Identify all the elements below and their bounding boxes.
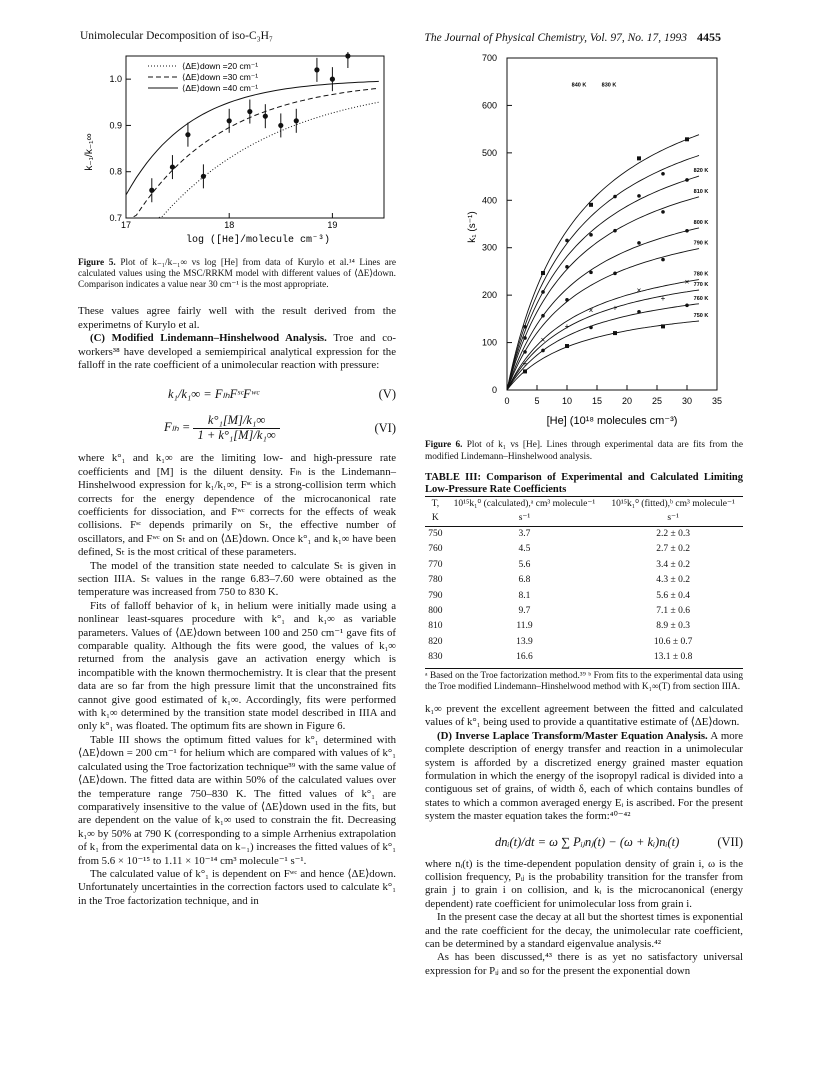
fig5-ylabel: k₋₁/k₋₁∞ <box>84 133 95 171</box>
figure-6-caption-text: Plot of k₁ vs [He]. Lines through experimental data are fits from the modified Lindemann–Hinshelwood analysis. <box>425 440 743 462</box>
fig6-data-point <box>541 314 545 318</box>
fig6-curves <box>507 82 708 390</box>
section-c-body: Troe and co-workers³⁸ have developed a semiempirical analytical expression for the falloff in the rate coefficient of a unimolecular reaction with pressure: <box>78 332 396 371</box>
fig5-xtick-label: 18 <box>224 220 235 230</box>
fig5-ytick-label: 0.7 <box>109 213 122 223</box>
fig6-fit-curve <box>507 176 699 390</box>
section-c <box>78 332 396 372</box>
table-row <box>425 650 743 665</box>
table-cell-temp: 830 <box>428 652 443 663</box>
fig6-data-point: × <box>684 277 690 287</box>
figure-6-plot <box>425 52 743 432</box>
fig5-model-curve-3 <box>126 81 379 194</box>
fig6-data-point <box>541 290 545 294</box>
table-header-temp: T, K <box>431 499 440 523</box>
fig6-data-point: + <box>660 293 666 303</box>
table-header-fit: 10¹⁵k₁⁰ (fitted),ᵇ cm³ molecule⁻¹ s⁻¹ <box>611 499 735 523</box>
fig6-xtick-label: 5 <box>534 396 540 406</box>
table-cell-calc: 6.8 <box>518 575 531 586</box>
fig6-data-point <box>565 265 569 269</box>
running-header-right <box>424 30 721 45</box>
figure-6-caption <box>425 440 743 462</box>
table-cell-temp: 770 <box>428 559 443 570</box>
fig6-fit-curve <box>507 249 699 390</box>
table-cell-fit: 10.6 ± 0.7 <box>653 636 693 647</box>
table-row <box>425 526 743 542</box>
equation-vi-body <box>164 414 280 442</box>
table-row <box>425 619 743 634</box>
fig5-data-point <box>330 77 335 82</box>
table-cell-calc: 3.7 <box>518 528 531 539</box>
fig6-fit-curve <box>507 228 699 390</box>
fig5-legend <box>148 61 258 93</box>
table-cell-temp: 800 <box>428 605 443 616</box>
fig6-fit-curve <box>507 155 699 390</box>
fig5-ytick-label: 0.8 <box>109 166 122 177</box>
figure-5-label: Figure 5. <box>78 257 116 268</box>
table-cell-calc: 13.9 <box>516 636 533 647</box>
table-cell-fit: 5.6 ± 0.4 <box>656 590 690 601</box>
equation-v <box>78 382 396 410</box>
fig6-data-point <box>661 172 665 176</box>
fig5-model-curve-2 <box>126 88 379 218</box>
fig6-data-point <box>613 195 617 199</box>
table-cell-fit: 3.4 ± 0.2 <box>656 559 690 570</box>
fig6-series-label: 820 K <box>693 168 709 175</box>
equation-vi-fraction <box>193 414 279 442</box>
fig5-data-point <box>247 109 252 114</box>
fig5-curves <box>126 81 379 218</box>
fig5-data-point <box>185 132 190 137</box>
paragraph: These values agree fairly well with the result derived from the experimetns of Kurylo et al. <box>78 305 396 331</box>
fig6-data-point <box>613 331 617 335</box>
fig6-data-point <box>565 239 569 243</box>
section-d <box>425 730 743 824</box>
fig6-data-point <box>523 336 527 340</box>
fig6-series-label: 810 K <box>693 188 709 195</box>
fig5-data-point <box>263 114 268 119</box>
table-cell-temp: 820 <box>428 636 443 647</box>
fig6-ytick-label: 0 <box>491 385 497 395</box>
table-cell-calc: 9.7 <box>518 605 531 616</box>
fig5-ytick-label: 0.9 <box>109 120 122 131</box>
fig5-data-point <box>345 53 350 58</box>
fig6-fit-curve <box>507 197 699 390</box>
fig6-data-point <box>565 298 569 302</box>
section-d-body: A more complete description of energy transfer and reaction in a unimolecular system is afforded by a discretized energy grained master equation formulation in which the energy of the isopropyl radical is divided into a contiguous set of grains, of width δ, each of which contains bundles of states to which a common averaged energy Eᵢ is ascribed. For the present system the master equation takes the form:⁴⁰⁻⁴² <box>425 729 743 823</box>
equation-vii-body: dnᵢ(t)/dt = ω ∑ Pᵢⱼnⱼ(t) − (ω + kᵢ)nᵢ(t) <box>495 834 680 849</box>
paragraph: In the present case the decay at all but the shortest times is exponential and the rate coefficient for the decay, the unimolecular rate coefficient, can be determined by a standard eigenvalue analysis.⁴² <box>425 911 743 951</box>
table-cell-fit: 7.1 ± 0.6 <box>656 605 690 616</box>
fig6-data-point <box>685 229 689 233</box>
fig6-data-point: + <box>522 359 528 369</box>
equation-v-number: (V) <box>378 387 396 402</box>
fig5-data-point <box>294 118 299 123</box>
fig6-series-label: 780 K <box>693 271 709 278</box>
section-c-heading: (C) Modified Lindemann–Hinshelwood Analysis. <box>90 332 327 345</box>
equation-v-body: k₁/k₁∞ = FₗₕFˢᶜFʷᶜ <box>168 387 259 402</box>
legend-entry-2: ⟨ΔE⟩down =30 cm⁻¹ <box>182 72 259 82</box>
paragraph: The model of the transition state needed to calculate Sₜ is given in section IIIA. Sₜ values in the range 6.83–7.60 were obtained as the temperature was increased from 750 to 830 K. <box>78 559 396 599</box>
equation-vi <box>78 410 396 452</box>
fig5-xtick-label: 19 <box>327 220 338 230</box>
fig5-ticks <box>109 74 337 230</box>
fig6-data-point <box>589 326 593 330</box>
fig6-data-point: × <box>540 335 546 345</box>
fig6-data-point <box>589 203 593 207</box>
fig6-data-point: + <box>612 303 618 313</box>
fig6-ytick-label: 100 <box>481 337 497 348</box>
paragraph: where k°₁ and k₁∞ are the limiting low- and high-pressure rate coefficients and [M] is the diluent density. Fₗₕ is the Lindemann–Hinshelwood expression for k₁/k₁∞, Fˢᶜ is a strong-collision term which corrects for the energy dependence of the microcanonical rate coefficients for dissociation, and Fʷᶜ corrects for the effects of weak collisions. Fˢᶜ depends primarily on Sₜ, the effective number of oscillators, and Fʷᶜ on Sₜ and on ⟨ΔE⟩down. Once k°₁ and k₁∞ have been defined, Sₜ is the most critical of these parameters. <box>78 452 396 559</box>
table-cell-calc: 16.6 <box>516 652 533 663</box>
equation-vii-number: (VII) <box>717 834 743 849</box>
table-iii-title: TABLE III: Comparison of Experimental and Calculated Limiting Low-Pressure Rate Coefficients <box>425 472 743 496</box>
equation-vi-lhs: Fₗₕ = <box>164 420 191 435</box>
table-row <box>425 635 743 650</box>
equation-vii <box>425 830 743 858</box>
fig6-series-label: 750 K <box>693 313 709 320</box>
fig6-data-point: × <box>588 305 594 315</box>
figure-5-caption-text: Plot of k₋₁/k₋₁∞ vs log [He] from data of Kurylo et al.¹⁴ Lines are calculated values using the MSC/RRKM model with different values of ⟨ΔE⟩down. Comparison indicates a value near 30 cm⁻¹ is the most appropriate. <box>78 257 397 291</box>
table-iii-grid <box>425 496 743 665</box>
fig5-data-point <box>201 174 206 179</box>
fig6-frame <box>507 58 717 390</box>
fig5-ytick-label: 1.0 <box>109 74 122 85</box>
table-iii-footnote: ᵃ Based on the Troe factorization method.³⁹ ᵇ From fits to the experimental data using the Troe modified Lindemann–Hinshelwood method with K₁∞(T) from section IIIA. <box>425 670 743 692</box>
fig6-series-label: 770 K <box>693 281 709 288</box>
fig6-data-point <box>685 178 689 182</box>
fig6-data-point <box>637 241 641 245</box>
fig6-series-label: 800 K <box>693 219 709 226</box>
fig6-ytick-label: 700 <box>481 53 497 63</box>
paragraph: k₁∞ prevent the excellent agreement between the fitted and calculated values of k°₁ being used to provide a quantitative estimate of ⟨ΔE⟩down. <box>425 702 743 729</box>
left-column <box>78 52 396 908</box>
fig6-data-point <box>637 310 641 314</box>
section-d-heading: (D) Inverse Laplace Transform/Master Equation Analysis. <box>437 729 708 742</box>
fig5-data-point <box>314 67 319 72</box>
fig6-series-label: 840 K <box>571 82 587 89</box>
fig6-xtick-label: 10 <box>561 396 573 406</box>
equation-vi-numerator: k°₁[M]/k₁∞ <box>193 414 279 428</box>
figure-6-label: Figure 6. <box>425 440 463 451</box>
table-row <box>425 589 743 604</box>
fig5-model-curve-1 <box>126 102 379 218</box>
table-cell-fit: 4.3 ± 0.2 <box>656 575 690 586</box>
fig6-data-point <box>637 194 641 198</box>
fig6-data-point <box>613 229 617 233</box>
fig6-data-point <box>589 233 593 237</box>
fig5-xlabel: log ([He]/molecule cm⁻³) <box>185 235 331 244</box>
fig6-xlabel: [He] (10¹⁸ molecules cm⁻³) <box>546 415 678 427</box>
table-cell-fit: 8.9 ± 0.3 <box>656 621 690 632</box>
running-header-left: Unimolecular Decomposition of iso-C₃H₇ <box>80 30 273 42</box>
fig6-xtick-label: 20 <box>621 396 633 406</box>
table-header-calc: 10¹⁵k₁⁰ (calculated),ᵃ cm³ molecule⁻¹ s⁻¹ <box>453 499 596 523</box>
paragraph: As has been discussed,⁴³ there is as yet no satisfactory universal expression for Pᵢⱼ and so for the present the exponential down <box>425 951 743 977</box>
table-row <box>425 542 743 557</box>
fig6-data-point <box>541 349 545 353</box>
equation-vi-denominator: 1 + k°₁[M]/k₁∞ <box>197 427 276 442</box>
fig6-xtick-label: 0 <box>504 396 510 406</box>
figure-5-caption <box>78 258 396 292</box>
figure-5-plot <box>78 52 396 244</box>
table-cell-fit: 2.7 ± 0.2 <box>656 544 690 555</box>
fig6-series-label: 790 K <box>693 240 709 247</box>
table-cell-temp: 810 <box>428 621 443 632</box>
table-iii-body <box>425 526 743 665</box>
right-column <box>425 52 743 978</box>
table-cell-temp: 750 <box>428 528 443 539</box>
table-iii <box>425 472 743 693</box>
table-row <box>425 558 743 573</box>
fig6-data-point <box>523 369 527 373</box>
table-cell-fit: 13.1 ± 0.8 <box>653 652 693 663</box>
journal-citation: The Journal of Physical Chemistry, Vol. 97, No. 17, 1993 <box>424 32 687 44</box>
fig5-data-point <box>227 118 232 123</box>
legend-entry-1: ⟨ΔE⟩down =20 cm⁻¹ <box>182 61 259 71</box>
table-cell-fit: 2.2 ± 0.3 <box>656 528 690 539</box>
fig6-ylabel: k₁ (s⁻¹) <box>467 211 478 243</box>
fig6-xtick-label: 30 <box>681 396 693 406</box>
fig6-data-point <box>685 137 689 141</box>
fig6-fit-curve <box>507 321 699 390</box>
table-row <box>425 604 743 619</box>
paragraph: Table III shows the optimum fitted values for k°₁ determined with ⟨ΔE⟩down = 200 cm⁻¹ for helium which are compared with values of k°₁ calculated using the Troe factorization technique³⁹ with the same value of ⟨ΔE⟩down. The fitted data are within 50% of the calculated values over the temperature range 750–830 K. The fitted values of k°₁ are comparatively insensitive to the value of ⟨ΔE⟩down used in the fits, but are dependent on the value of k₁∞ used to constrain the fit. Decreasing k₁∞ by 50% at 790 K (corresponding to a simple Arrhenius extrapolation of k₁ from the experimental data on k₋₁) increases the fitted values of k°₁ from 5.6 × 10⁻¹⁵ to 1.11 × 10⁻¹⁴ cm³ molecule⁻¹ s⁻¹. <box>78 733 396 867</box>
fig5-data-point <box>170 164 175 169</box>
fig6-ytick-label: 300 <box>481 242 497 253</box>
fig6-data-point <box>661 210 665 214</box>
paragraph: The calculated value of k°₁ is dependent on Fʷᶜ and hence ⟨ΔE⟩down. Unfortunately uncertainties in the correction factors used to calculate k°₁ in the Troe factorization technique, and in <box>78 867 396 907</box>
table-cell-calc: 4.5 <box>518 544 531 555</box>
fig5-xtick-label: 17 <box>120 220 132 230</box>
fig6-data-point <box>523 350 527 354</box>
fig6-data-point: × <box>636 285 642 295</box>
paragraph: Fits of falloff behavior of k₁ in helium were initially made using a nonlinear least-squares procedure with k°₁ and k₁∞ as variable parameters. Values of ⟨ΔE⟩down between 100 and 250 cm⁻¹ gave fits of comparable quality. Although the fits were good, the values of k₁∞ returned from the analysis gave an activation energy which is incompatible with the known thermochemistry. It is clear that the present data are so far from the high pressure limit that the unconstrained fits cannot give good estimated of k₁∞. Accordingly, fits were performed with k₁∞ determined by the transition state model described in IIIA and only k°₁ was floated. The optimum fits are shown in Figure 6. <box>78 599 396 733</box>
fig6-data-point <box>661 258 665 262</box>
fig6-ytick-label: 400 <box>481 195 497 206</box>
fig6-data-point <box>589 271 593 275</box>
fig6-data-point <box>613 272 617 276</box>
table-cell-temp: 790 <box>428 590 443 601</box>
table-row <box>425 573 743 588</box>
fig6-ytick-label: 200 <box>481 290 497 301</box>
fig6-data-point <box>685 304 689 308</box>
table-cell-calc: 8.1 <box>518 590 531 601</box>
fig6-xtick-label: 15 <box>591 396 603 406</box>
table-cell-calc: 11.9 <box>516 621 533 632</box>
fig6-xtick-label: 35 <box>711 396 723 406</box>
equation-vi-number: (VI) <box>374 421 396 436</box>
fig6-series-label: 760 K <box>693 295 709 302</box>
fig6-data-point <box>541 271 545 275</box>
fig5-data-point <box>278 123 283 128</box>
fig6-data-point <box>661 324 665 328</box>
fig6-xtick-label: 25 <box>651 396 663 406</box>
fig6-ytick-label: 500 <box>481 147 497 158</box>
fig6-ytick-label: 600 <box>481 100 497 111</box>
table-cell-calc: 5.6 <box>518 559 531 570</box>
fig6-data-point: + <box>564 322 570 332</box>
fig5-data-point <box>149 188 154 193</box>
paragraph: where nᵢ(t) is the time-dependent population density of grain i, ω is the collision frequency, Pᵢⱼ is the probability transition for the transfer from grain j to grain i on collision, and kᵢ is the microcanonical (energy dependent) rate coefficient for unimolecular loss from grain i. <box>425 857 743 910</box>
page-number: 4455 <box>697 30 721 44</box>
table-cell-temp: 780 <box>428 575 443 586</box>
legend-entry-3: ⟨ΔE⟩down =40 cm⁻¹ <box>182 83 259 93</box>
table-cell-temp: 760 <box>428 544 443 555</box>
fig6-data-point <box>637 156 641 160</box>
fig6-series-label: 830 K <box>601 82 617 89</box>
fig6-data-point <box>565 344 569 348</box>
